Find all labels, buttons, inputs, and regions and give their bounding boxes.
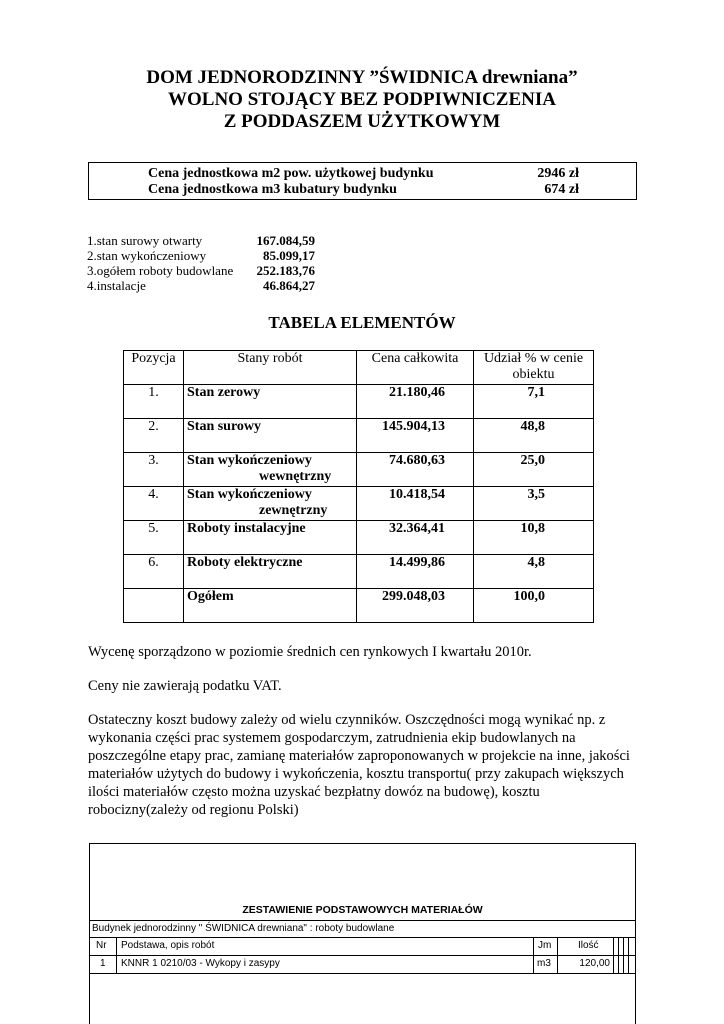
stage-value: 252.183,76 [256, 263, 315, 278]
row-cena: 74.680,63 [357, 453, 474, 487]
row-name [184, 487, 357, 521]
title-line-1: DOM JEDNORODZINNY ”ŚWIDNICA drewniana” [146, 67, 578, 88]
row-udzial: 3,5 [474, 487, 594, 521]
materials-row-jm: m3 [537, 958, 551, 969]
materials-row-nr: 1 [100, 958, 106, 969]
materials-subtitle: Budynek jednorodzinny " ŚWIDNICA drewniana" : roboty budowlane [92, 923, 395, 934]
title-line-3: Z PODDASZEM UŻYTKOWYM [223, 111, 501, 132]
row-udzial: 7,1 [474, 385, 594, 419]
materials-row-opis: KNNR 1 0210/03 - Wykopy i zasypy [121, 958, 280, 969]
stage-value: 167.084,59 [256, 233, 315, 248]
price-value-m2: 2946 zł [537, 166, 579, 181]
row-pos: 3. [124, 453, 184, 487]
row-name-line1: Stan wykończeniowy [187, 487, 312, 502]
column-separator [613, 937, 614, 973]
note-line: poszczególne etapy prac, zamianę materiałów zaproponowanych w projekcie na inne, jakości [88, 748, 630, 764]
table-row [124, 419, 594, 453]
total-cena: 299.048,03 [357, 589, 474, 623]
table-row [124, 487, 594, 521]
note-line: materiałów użytych do budowy i wykończenia, kosztu transportu( przy zakupach większych [88, 766, 624, 782]
materials-header-ilosc: Ilość [578, 940, 599, 951]
divider [90, 973, 635, 974]
row-name: Roboty elektryczne [184, 555, 357, 589]
column-separator [618, 937, 619, 973]
row-pos: 1. [124, 385, 184, 419]
column-separator [533, 937, 534, 973]
note-price-level: Wycenę sporządzono w poziomie średnich cen rynkowych I kwartału 2010r. [88, 644, 532, 660]
materials-title: ZESTAWIENIE PODSTAWOWYCH MATERIAŁÓW [242, 904, 483, 916]
note-line: Ostateczny koszt budowy zależy od wielu czynników. Oszczędności mogą wynikać np. z [88, 712, 606, 728]
row-udzial: 48,8 [474, 419, 594, 453]
divider [90, 955, 635, 956]
column-separator [623, 937, 624, 973]
stage-label: 4.instalacje [87, 278, 146, 293]
note-line: robocizny(zależy od regionu Polski) [88, 802, 299, 818]
title-line-2: WOLNO STOJĄCY BEZ PODPIWNICZENIA [168, 89, 556, 110]
row-cena: 10.418,54 [357, 487, 474, 521]
table-total-row [124, 589, 594, 623]
note-final-cost [88, 711, 638, 819]
column-separator [628, 937, 629, 973]
divider [90, 920, 635, 921]
row-name: Stan zerowy [184, 385, 357, 419]
column-separator [557, 937, 558, 973]
header-udzial [474, 351, 594, 385]
materials-header-jm: Jm [538, 940, 552, 951]
table-row [124, 385, 594, 419]
row-cena: 145.904,13 [357, 419, 474, 453]
note-vat: Ceny nie zawierają podatku VAT. [88, 678, 282, 694]
header-stany: Stany robót [184, 351, 357, 385]
total-label: Ogółem [184, 589, 357, 623]
note-line: ilości materiałów często można uzyskać bezpłatny dowóz na budowę), kosztu [88, 784, 540, 800]
table-row [124, 521, 594, 555]
row-pos: 4. [124, 487, 184, 521]
row-name [184, 453, 357, 487]
header-cena: Cena całkowita [357, 351, 474, 385]
total-udzial: 100,0 [474, 589, 594, 623]
row-pos: 6. [124, 555, 184, 589]
unit-price-box [88, 162, 637, 200]
row-udzial: 10,8 [474, 521, 594, 555]
row-udzial: 4,8 [474, 555, 594, 589]
row-name-line2: wewnętrzny [259, 469, 332, 484]
table-header-row [124, 351, 594, 385]
row-pos: 2. [124, 419, 184, 453]
total-pos [124, 589, 184, 623]
row-cena: 21.180,46 [357, 385, 474, 419]
divider [90, 937, 635, 938]
elements-table-title: TABELA ELEMENTÓW [268, 313, 456, 332]
row-cena: 32.364,41 [357, 521, 474, 555]
row-name: Roboty instalacyjne [184, 521, 357, 555]
stage-label: 2.stan wykończeniowy [87, 248, 207, 263]
row-name-line2: zewnętrzny [259, 503, 328, 518]
stage-label: 3.ogółem roboty budowlane [87, 263, 234, 278]
header-pozycja: Pozycja [124, 351, 184, 385]
row-cena: 14.499,86 [357, 555, 474, 589]
row-udzial: 25,0 [474, 453, 594, 487]
price-label-m2: Cena jednostkowa m2 pow. użytkowej budynku [148, 166, 434, 181]
table-row [124, 555, 594, 589]
column-separator [116, 937, 117, 973]
header-udzial-line2: obiektu [512, 367, 555, 382]
materials-summary-box [89, 843, 636, 1024]
elements-table [123, 350, 594, 623]
row-pos: 5. [124, 521, 184, 555]
stage-value: 85.099,17 [263, 248, 315, 263]
price-value-m3: 674 zł [544, 182, 579, 197]
materials-header-opis: Podstawa, opis robót [121, 940, 215, 951]
table-row [124, 453, 594, 487]
materials-row-ilosc: 120,00 [579, 958, 610, 969]
note-line: wykonania części prac systemem gospodarczym, zatrudnienia ekip budowlanych na [88, 730, 576, 746]
header-udzial-line1: Udział % w cenie [483, 351, 584, 366]
stage-value: 46.864,27 [263, 278, 315, 293]
row-name: Stan surowy [184, 419, 357, 453]
materials-header-nr: Nr [96, 940, 107, 951]
stage-label: 1.stan surowy otwarty [87, 233, 203, 248]
price-label-m3: Cena jednostkowa m3 kubatury budynku [148, 182, 397, 197]
row-name-line1: Stan wykończeniowy [187, 453, 312, 468]
